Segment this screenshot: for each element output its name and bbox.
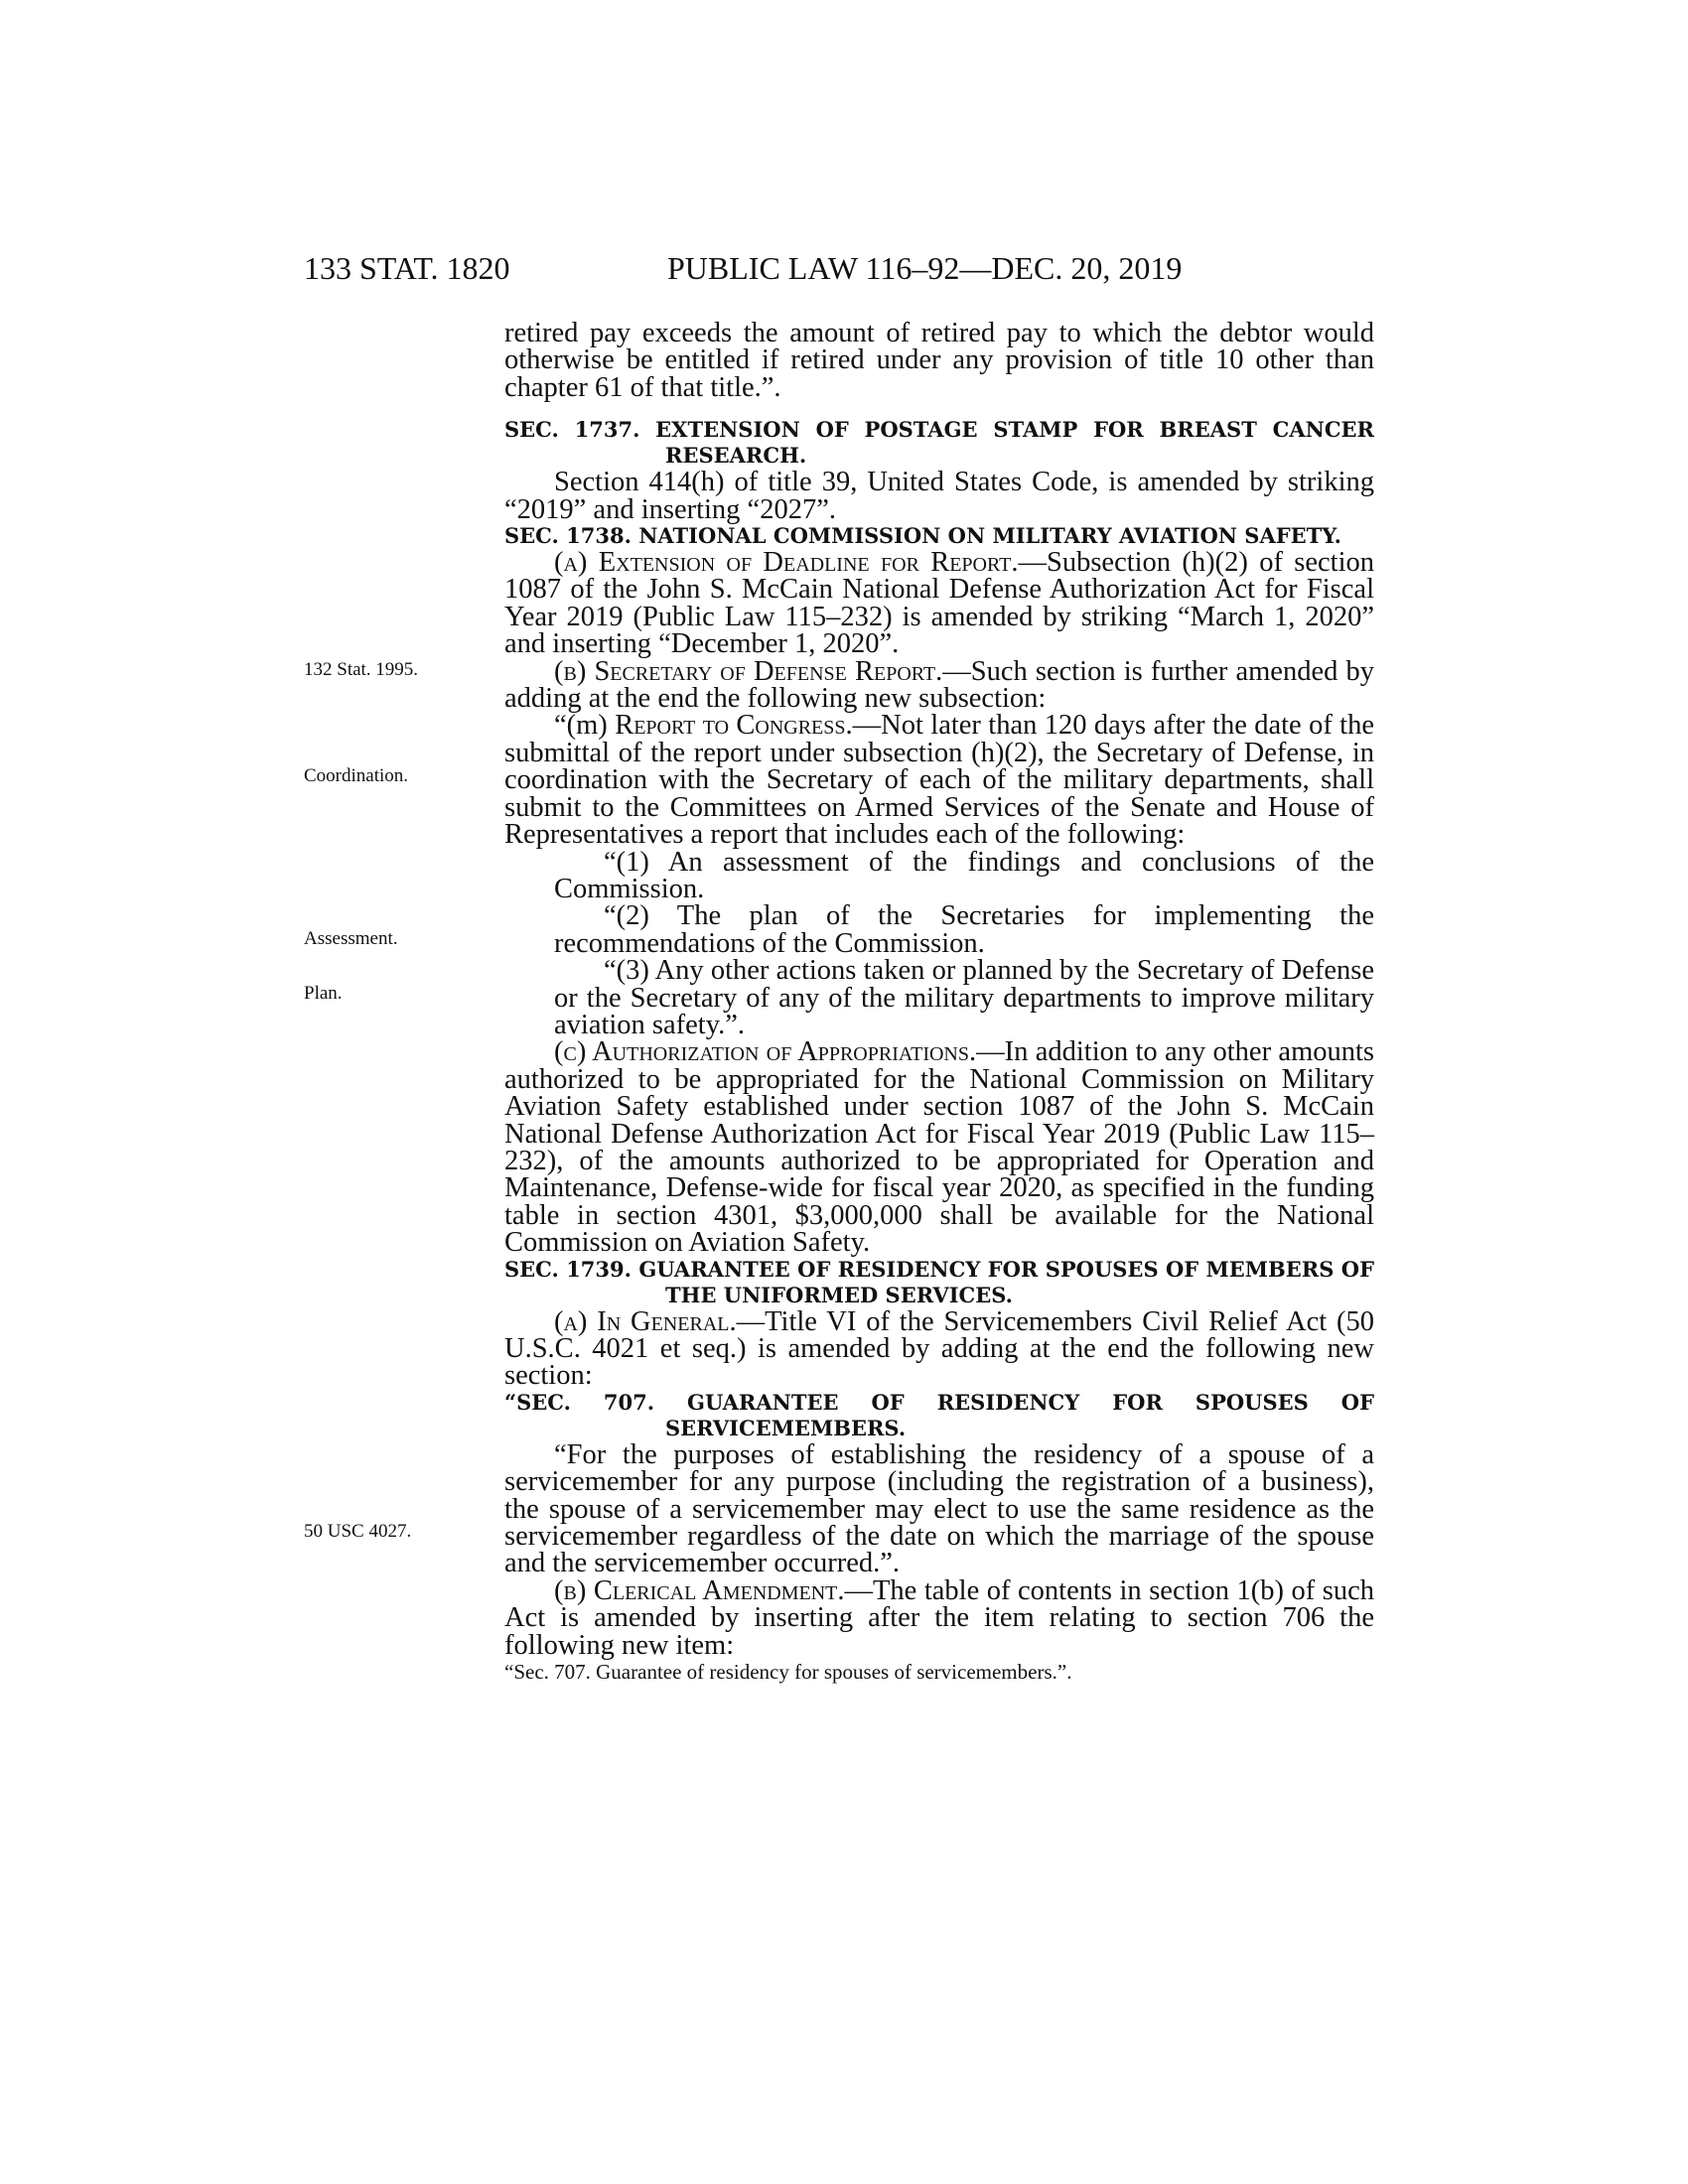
- table-of-contents-item: “Sec. 707. Guarantee of residency for spouses of servicemembers.”.: [504, 1660, 1072, 1685]
- subsection-caption: (b) Secretary of Defense Report.: [554, 655, 943, 687]
- margin-note-assessment: Assessment.: [304, 928, 398, 949]
- main-text-column: [504, 320, 1374, 1685]
- subsection-caption: (c) Authorization of Appropriations.: [554, 1036, 977, 1068]
- paragraph-1738-b: (b) Secretary of Defense Report.—Such section is further amended by adding at the end the following new subsection:: [504, 655, 1374, 715]
- margin-note-plan: Plan.: [304, 983, 343, 1004]
- list-item-2: “(2) The plan of the Secretaries for implementing the recommendations of the Commission.: [554, 900, 1374, 959]
- list-item-3: “(3) Any other actions taken or planned by the Secretary of Defense or the Secretary of any of the military departments to improve military aviation safety.”.: [554, 955, 1374, 1040]
- section-heading-707: “SEC. 707. GUARANTEE OF RESIDENCY FOR SPOUSES OF SERVICEMEMBERS.: [504, 1389, 1374, 1440]
- subsection-caption: (b) Clerical Amendment.: [554, 1574, 845, 1606]
- subsection-caption: (a) Extension of Deadline for Report.: [554, 547, 1019, 579]
- paragraph-continuation: retired pay exceeds the amount of retired pay to which the debtor would otherwise be entitled if retired under any provision of title 10 other than chapter 61 of that title.”.: [504, 318, 1374, 403]
- list-item-1: “(1) An assessment of the findings and conclusions of the Commission.: [554, 846, 1374, 904]
- margin-note-coordination: Coordination.: [304, 765, 409, 786]
- paragraph-1737: Section 414(h) of title 39, United States Code, is amended by striking “2019” and inserting “2027”.: [504, 467, 1374, 525]
- paragraph-1739-b: (b) Clerical Amendment.—The table of contents in section 1(b) of such Act is amended by inserting after the item relating to section 706 the following new item:: [504, 1574, 1374, 1661]
- margin-note-usc: 50 USC 4027.: [304, 1521, 412, 1542]
- section-heading-1738: SEC. 1738. NATIONAL COMMISSION ON MILITARY AVIATION SAFETY.: [504, 523, 1341, 549]
- paragraph-1738-a: (a) Extension of Deadline for Report.—Subsection (h)(2) of section 1087 of the John S. McCain National Defense Authorization Act for Fiscal Year 2019 (Public Law 115–232) is amended by striking “March 1, 2020” and inserting “December 1, 2020”.: [504, 547, 1374, 660]
- paragraph-1738-m: “(m) Report to Congress.—Not later than 120 days after the date of the submittal of the report under subsection (h)(2), the Secretary of Defense, in coordination with the Secretary of each of the military departments, shall submit to the Committees on Armed Services of the Senate and House of Representatives a report that includes each of the following:: [504, 710, 1374, 851]
- subsection-caption: (a) In General.: [554, 1305, 737, 1337]
- section-heading-1737: SEC. 1737. EXTENSION OF POSTAGE STAMP FOR BREAST CANCER RESEARCH.: [504, 417, 1374, 469]
- stat-page-number: 133 STAT. 1820: [304, 250, 510, 286]
- paragraph-1738-c: (c) Authorization of Appropriations.—In addition to any other amounts authorized to be appropriated for the National Commission on Military Aviation Safety established under section 1087 of the John S. McCain National Defense Authorization Act for Fiscal Year 2019 (Public Law 115–232), of the amounts authorized to be appropriated for Operation and Maintenance, Defense-wide for fiscal year 2020, as specified in the funding table in section 4301, $3,000,000 shall be available for the National Commission on Aviation Safety.: [504, 1036, 1374, 1259]
- running-header: PUBLIC LAW 116–92—DEC. 20, 2019: [667, 250, 1183, 286]
- paragraph-1739-a: (a) In General.—Title VI of the Servicemembers Civil Relief Act (50 U.S.C. 4021 et seq.) is amended by adding at the end the following new section:: [504, 1305, 1374, 1392]
- subsection-caption: Report to Congress.: [615, 710, 853, 742]
- paragraph-707: “For the purposes of establishing the residency of a spouse of a servicemember for any purpose (including the registration of a business), the spouse of a servicemember may elect to use the same residence as the servicemember regardless of the date on which the marriage of the spouse and the servicemember occurred.”.: [504, 1438, 1374, 1579]
- margin-note-statute: 132 Stat. 1995.: [304, 659, 419, 680]
- section-heading-1739: SEC. 1739. GUARANTEE OF RESIDENCY FOR SPOUSES OF MEMBERS OF THE UNIFORMED SERVICES.: [504, 1256, 1374, 1307]
